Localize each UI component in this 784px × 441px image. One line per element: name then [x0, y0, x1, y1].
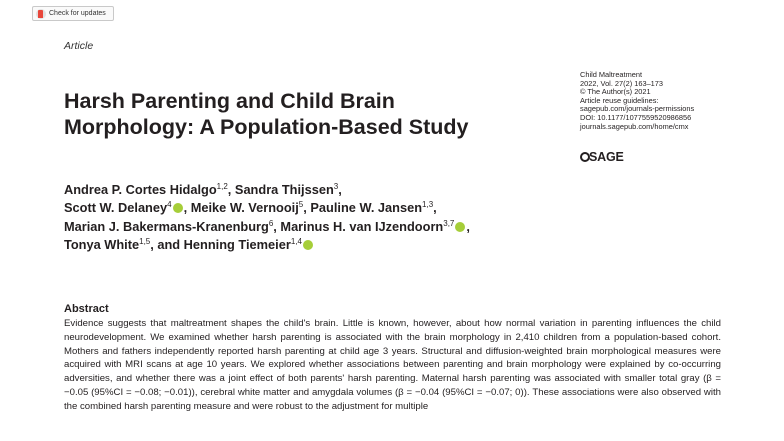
author-separator: ,	[466, 218, 470, 234]
check-for-updates-icon	[36, 9, 46, 19]
article-title-line-1: Harsh Parenting and Child Brain	[64, 89, 395, 113]
article-title-line-2: Morphology: A Population-Based Study	[64, 115, 469, 139]
author-affiliation: 6	[268, 218, 274, 228]
author-affiliation: 4	[167, 200, 172, 210]
check-for-updates-label: Check for updates	[49, 10, 106, 17]
journal-volume: 2022, Vol. 27(2) 163–173	[580, 78, 664, 88]
author-name: Marian J. Bakermans-Kranenburg	[64, 218, 269, 234]
author-name: Meike W. Vernooij	[190, 200, 299, 216]
author-name: Tonya White	[64, 237, 140, 253]
author-name: Henning Tiemeier	[183, 237, 291, 253]
author-separator: ,	[183, 200, 191, 216]
author-separator: ,	[433, 200, 437, 216]
reuse-guidelines-label: Article reuse guidelines:	[580, 95, 659, 105]
permissions-link[interactable]: sagepub.com/journals-permissions	[580, 104, 695, 114]
orcid-icon[interactable]	[173, 203, 183, 213]
copyright: © The Author(s) 2021	[580, 87, 651, 97]
author-name: Sandra Thijssen	[234, 182, 334, 197]
orcid-icon[interactable]	[303, 240, 313, 250]
author-list	[64, 181, 574, 255]
author-affiliation: 1,5	[139, 237, 151, 247]
author-name: Pauline W. Jansen	[310, 200, 423, 216]
check-for-updates-button[interactable]	[32, 6, 114, 21]
author-name: Marinus H. van IJzendoorn	[280, 218, 444, 234]
sage-logo	[580, 150, 624, 164]
article-type-label: Article	[64, 40, 94, 52]
orcid-icon[interactable]	[455, 222, 465, 232]
author-separator: ,	[338, 182, 342, 197]
author-affiliation: 1,3	[422, 200, 434, 210]
author-affiliation: 3,7	[443, 218, 455, 228]
doi-link[interactable]: DOI: 10.1177/1077559520986856	[580, 112, 692, 122]
author-separator: , and	[150, 237, 184, 253]
author-separator: ,	[303, 200, 311, 216]
author-name: Scott W. Delaney	[64, 200, 168, 216]
author-separator: ,	[273, 218, 281, 234]
author-name: Andrea P. Cortes Hidalgo	[64, 182, 217, 197]
journal-home-link[interactable]: journals.sagepub.com/home/cmx	[580, 121, 689, 131]
author-separator: ,	[227, 182, 235, 197]
abstract-text: Evidence suggests that maltreatment shapes the child's brain. Little is known, however, about how normal variation in parenting influences the child neurodevelopment. We examined whether harsh parenting is associated with the brain morphology in 2,410 children from a population-based cohort. Mothers and fathers independently reported harsh parenting at child age 3 years. Structural and diffusion-weighted brain morphological measures were acquired with MRI scans at age 10 years. We explored whether associations between parenting and brain morphology were explained by co-occurring adversities, and whether there was a joint effect of both parents' harsh parenting. Maternal harsh parenting was associated with smaller total gray (β = −0.05 (95%CI = −0.08; −0.01)), cerebral white matter and amygdala volumes (β = −0.04 (95%CI = −0.07; 0)). These associations were also observed with the combined harsh parenting measure and were robust to the adjustment for multiple	[64, 318, 721, 412]
journal-name: Child Maltreatment	[580, 70, 643, 79]
journal-info	[580, 71, 780, 131]
author-affiliation: 3	[333, 182, 339, 191]
author-affiliation: 1,4	[290, 237, 302, 247]
article-title	[64, 88, 564, 140]
author-affiliation: 5	[298, 200, 304, 210]
author-affiliation: 1,2	[216, 182, 228, 191]
abstract-heading: Abstract	[64, 303, 109, 315]
sage-logo-text: SAGE	[589, 150, 624, 164]
